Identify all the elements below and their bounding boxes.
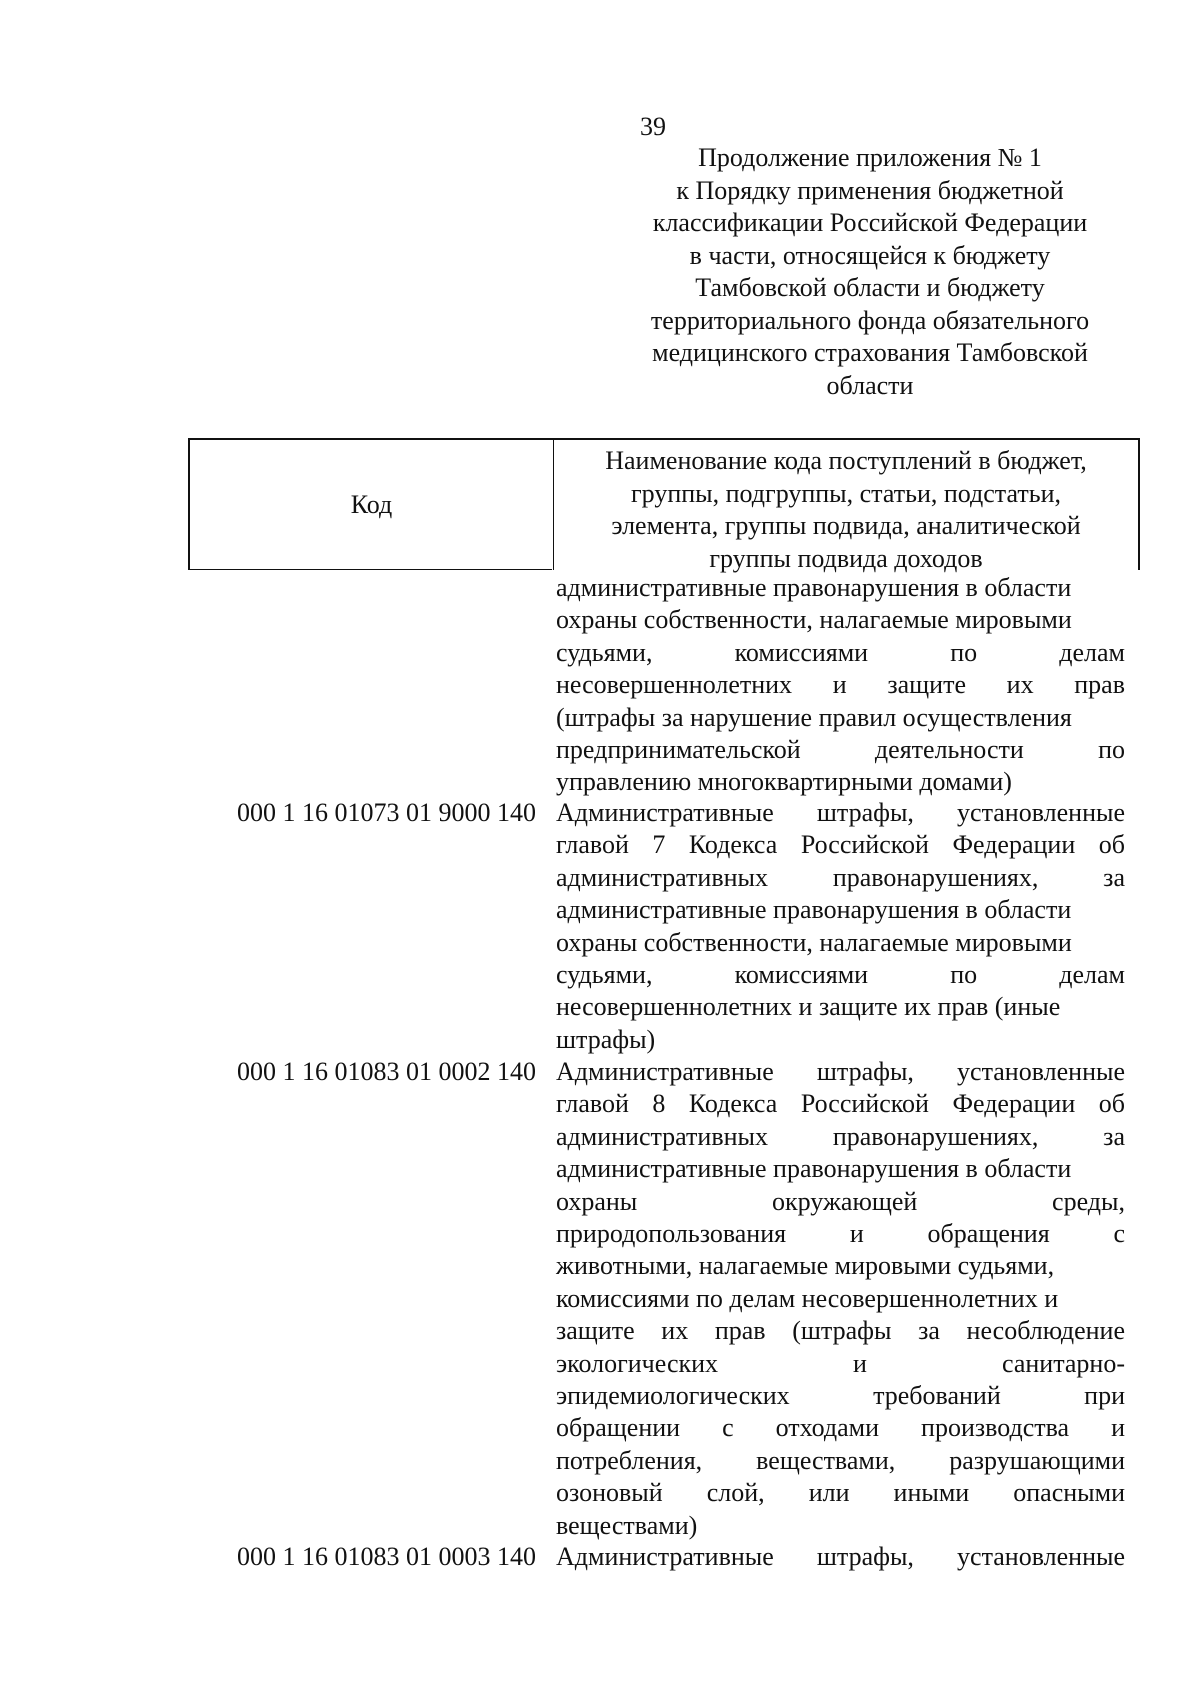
row-code: 000 1 16 01073 01 9000 140: [237, 798, 536, 827]
header-line: Тамбовской области и бюджету: [695, 273, 1045, 302]
header-line: к Порядку применения бюджетной: [676, 175, 1064, 205]
description-line: штрафы): [556, 1024, 656, 1054]
header-line: области: [826, 370, 914, 400]
description-line: Административные штрафы, установленные: [556, 798, 1125, 827]
continuation-description: [556, 572, 1125, 799]
description-line: административных правонарушениях, за: [556, 862, 1125, 892]
column-header-name-line: Наименование кода поступлений в бюджет,: [605, 446, 1087, 475]
column-header-name-line: группы, подгруппы, статьи, подстатьи,: [631, 478, 1061, 508]
appendix-header: [620, 142, 1120, 402]
row-description: [556, 1056, 1125, 1542]
description-line: предпринимательской деятельности по: [556, 735, 1125, 765]
table-header: [188, 438, 1140, 573]
description-line: потребления, веществами, разрушающими: [556, 1445, 1125, 1475]
description-line: управлению многоквартирными домами): [556, 767, 1012, 797]
header-line: Продолжение приложения № 1: [698, 143, 1042, 172]
header-line: медицинского страхования Тамбовской: [652, 338, 1088, 367]
column-header-name-line: элемента, группы подвида, аналитической: [611, 511, 1081, 540]
description-line: (штрафы за нарушение правил осуществления: [556, 702, 1072, 732]
description-line: административные правонарушения в области: [556, 1154, 1072, 1184]
header-line: в части, относящейся к бюджету: [689, 240, 1051, 270]
description-line: эпидемиологических требований при: [556, 1381, 1125, 1411]
description-line: судьями, комиссиями по делам: [556, 960, 1125, 990]
column-header-code: Код: [190, 440, 554, 570]
description-line: комиссиями по делам несовершеннолетних и: [556, 1283, 1059, 1313]
row-description: [556, 797, 1125, 1056]
description-line: главой 8 Кодекса Российской Федерации об: [556, 1089, 1125, 1119]
column-header-name-line: группы подвида доходов: [709, 543, 983, 573]
description-line: несовершеннолетних и защите их прав: [556, 670, 1125, 700]
row-description: [556, 1541, 1125, 1573]
description-line: обращении с отходами производства и: [556, 1413, 1125, 1443]
description-line: веществами): [556, 1510, 698, 1540]
description-line: природопользования и обращения с: [556, 1219, 1125, 1249]
description-line: административные правонарушения в области: [556, 895, 1072, 925]
description-line: судьями, комиссиями по делам: [556, 637, 1125, 667]
description-line: несовершеннолетних и защите их прав (иные: [556, 992, 1061, 1022]
description-line: Административные штрафы, установленные: [556, 1542, 1125, 1571]
description-line: экологических и санитарно-: [556, 1348, 1125, 1378]
description-line: озоновый слой, или иными опасными: [556, 1478, 1125, 1508]
page-number: 39: [640, 112, 666, 141]
description-line: охраны собственности, налагаемые мировыми: [556, 605, 1072, 635]
row-code: 000 1 16 01083 01 0002 140: [237, 1057, 536, 1086]
table-header-divider: [188, 569, 552, 570]
header-line: территориального фонда обязательного: [650, 305, 1090, 335]
column-header-name: [554, 440, 1138, 573]
description-line: Административные штрафы, установленные: [556, 1057, 1125, 1086]
row-code: 000 1 16 01083 01 0003 140: [237, 1542, 536, 1571]
description-line: животными, налагаемые мировыми судьями,: [556, 1251, 1055, 1281]
description-line: охраны окружающей среды,: [556, 1186, 1125, 1216]
description-line: административные правонарушения в области: [556, 573, 1072, 602]
header-line: классификации Российской Федерации: [652, 208, 1088, 237]
description-line: охраны собственности, налагаемые мировыми: [556, 927, 1072, 957]
description-line: защите их прав (штрафы за несоблюдение: [556, 1316, 1125, 1346]
description-line: главой 7 Кодекса Российской Федерации об: [556, 830, 1125, 860]
description-line: административных правонарушениях, за: [556, 1121, 1125, 1151]
